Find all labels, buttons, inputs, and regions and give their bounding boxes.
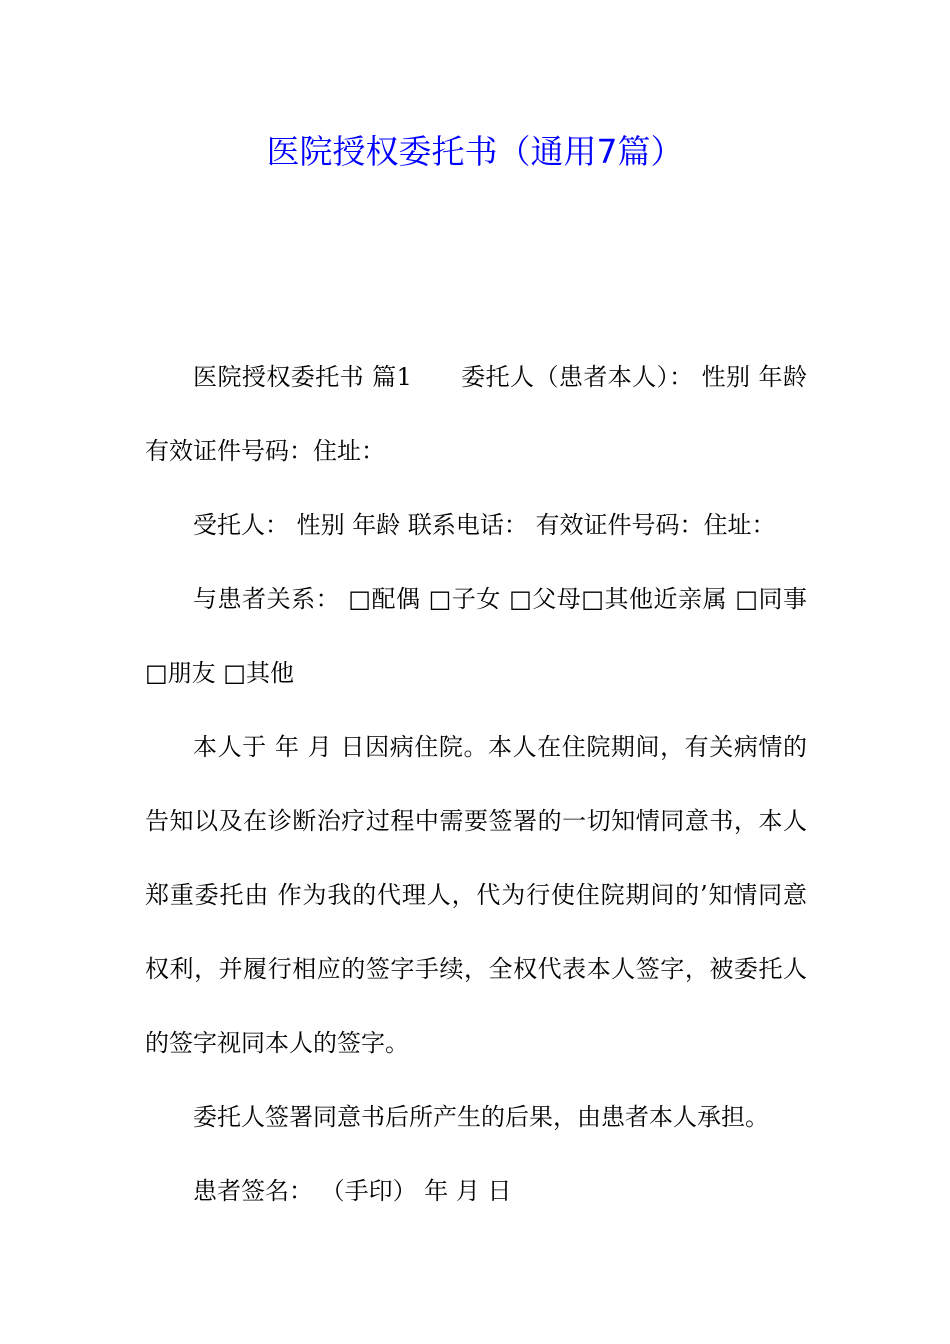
paragraph-consequence-statement: 委托人签署同意书后所产生的后果，由患者本人承担。 [193, 1103, 769, 1131]
paragraph-authorization-statement: 本人于 年 月 日因病住院。本人在住院期间，有关病情的告知以及在诊断治疗过程中需要签署的一切知情同意书，本人郑重委托由 作为我的代理人，代为行使住院期间的’知情同意权利，并履行相应的签字手续，全权代表本人签字，被委托人的签字视同本人的签字。 [145, 733, 807, 1057]
paragraph-patient-signature: 患者签名： （手印） 年 月 日 [193, 1177, 512, 1205]
paragraph-delegate-info: 受托人： 性别 年龄 联系电话： 有效证件号码：住址： [193, 511, 776, 539]
document-body [145, 340, 815, 1228]
document-title: 医院授权委托书（通用7篇） [266, 132, 684, 171]
paragraph-relationship-options: 与患者关系： □配偶 □子女 □父母□其他近亲属 □同事 □朋友 □其他 [145, 585, 815, 687]
paragraph-delegator-info: 医院授权委托书 篇1 委托人（患者本人）： 性别 年龄 有效证件号码：住址： [145, 363, 815, 465]
